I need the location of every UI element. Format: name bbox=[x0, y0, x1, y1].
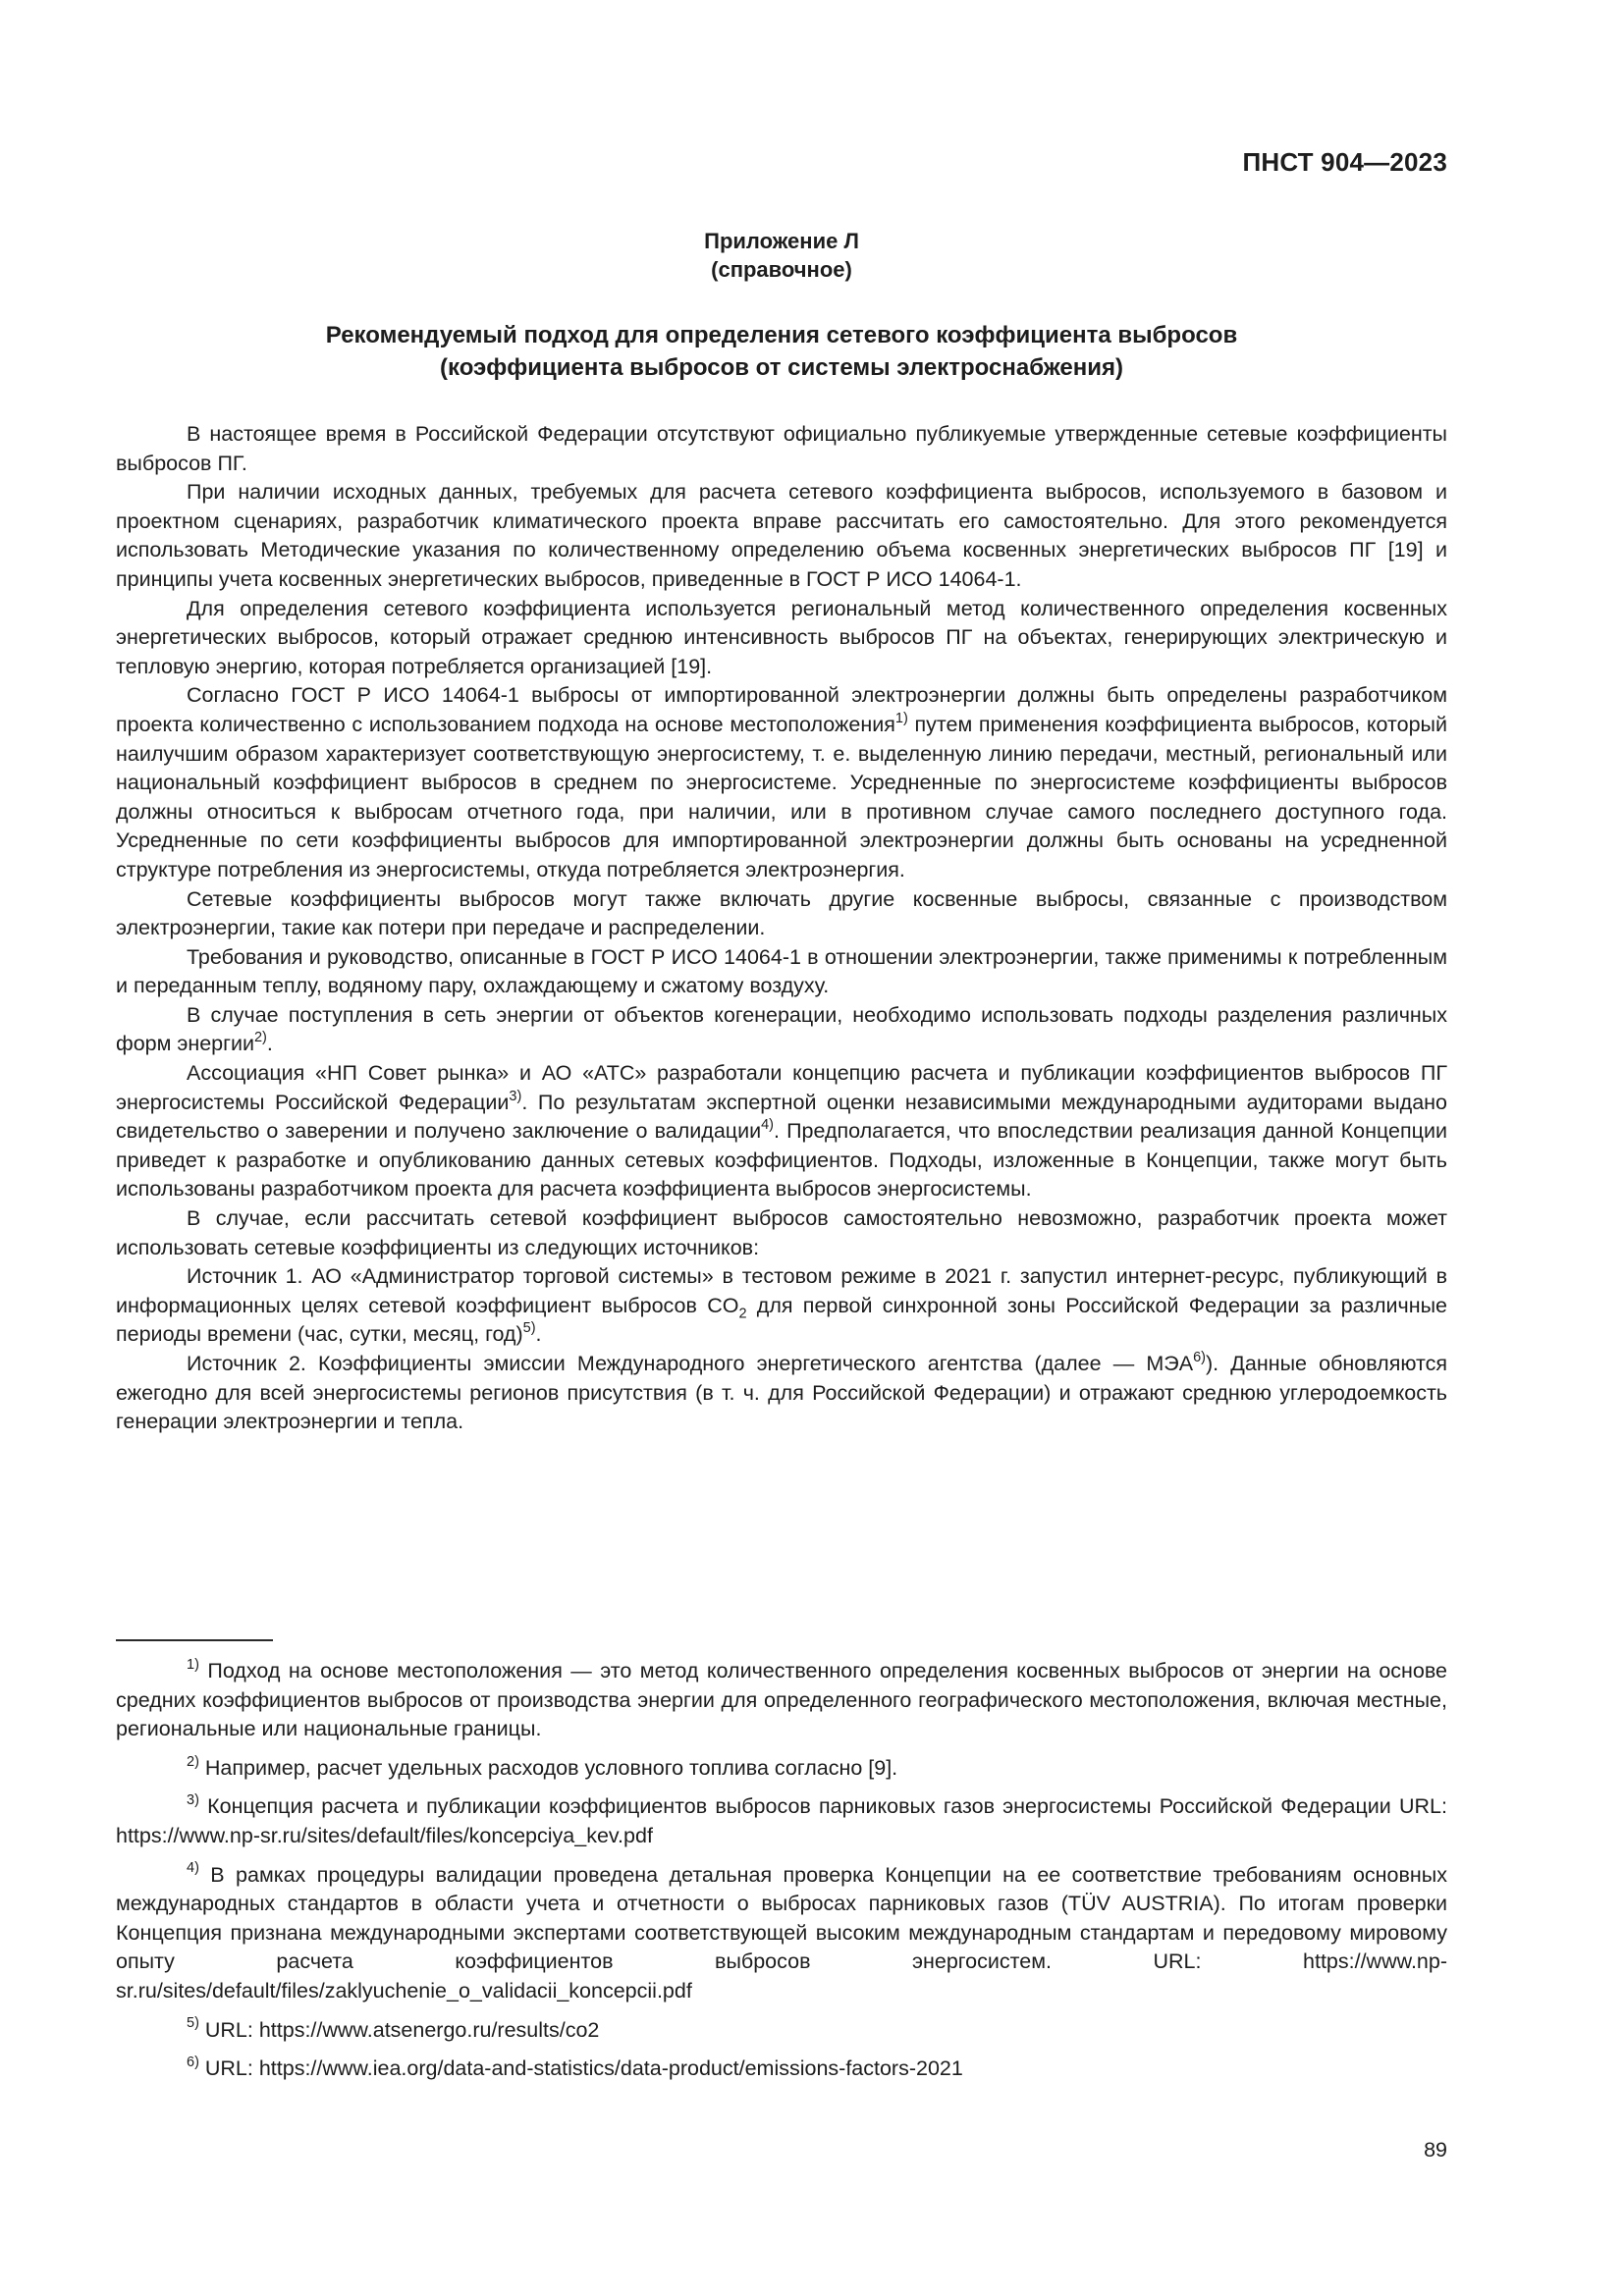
annex-label: Приложение Л bbox=[704, 229, 859, 253]
footnote-ref-4: 4) bbox=[761, 1117, 775, 1134]
paragraph-10-text-b: для первой синхронной зоны Российской Федерации за различные периоды времени (час, сутки, месяц, год) bbox=[116, 1293, 1447, 1347]
paragraph-10-text-c: . bbox=[535, 1322, 542, 1347]
footnote-3 bbox=[116, 1792, 1447, 1850]
paragraph-8 bbox=[116, 1059, 1447, 1204]
paragraph-8-text-c: . Предполагается, что впоследствии реализация данной Концепции приведет к разработке и опубликованию данных сетевых коэффициентов. Подходы, изложенные в Концепции, также могут быть использованы разработчиком проекта для расчета коэффициента выбросов энергосистемы. bbox=[116, 1119, 1447, 1201]
footnote-5-text: URL: https://www.atsenergo.ru/results/co2 bbox=[198, 2017, 600, 2042]
paragraph-10 bbox=[116, 1262, 1447, 1350]
footnote-3-text: Концепция расчета и публикации коэффициентов выбросов парниковых газов энергосистемы Российской Федерации URL: https://www.np-sr.ru/sites/default/files/koncepciya_kev.pdf bbox=[116, 1794, 1447, 1847]
footnote-6 bbox=[116, 2055, 1447, 2084]
paragraph-7-text-a: В случае поступления в сеть энергии от объектов когенерации, необходимо использовать подходы разделения различных форм энергии bbox=[116, 1002, 1447, 1056]
footnote-2-text: Например, расчет удельных расходов условного топлива согласно [9]. bbox=[198, 1755, 898, 1780]
footnote-ref-6: 6) bbox=[1193, 1349, 1207, 1365]
paragraph-8-text-b: . По результатам экспертной оценки независимыми международными аудиторами выдано свидетельство о заверении и получено заключение о валидации bbox=[116, 1090, 1447, 1144]
body-text bbox=[116, 420, 1447, 1437]
footnote-6-text: URL: https://www.iea.org/data-and-statistics/data-product/emissions-factors-2021 bbox=[198, 2056, 963, 2081]
footnote-4-text: В рамках процедуры валидации проведена детальная проверка Концепции на ее соответствие требованиям основных международных стандартов в области учета и отчетности о выбросах парниковых газов (TÜV AUSTRIA). По итогам проверки Концепция признана международными экспертами соответствующей высоким международным стандартам и передовому мировому опыту расчета коэффициентов выбросов энергосистем. URL: https://www.np-sr.ru/sites/default/files/zaklyuchenie_o_validacii_koncepcii.pdf bbox=[116, 1862, 1447, 2002]
paragraph-2: При наличии исходных данных, требуемых для расчета сетевого коэффициента выбросов, используемого в базовом и проектном сценариях, разработчик климатического проекта вправе рассчитать его самостоятельно. Для этого рекомендуется использовать Методические указания по количественному определению объема косвенных энергетических выбросов ПГ [19] и принципы учета косвенных энергетических выбросов, приведенные в ГОСТ Р ИСО 14064-1. bbox=[116, 480, 1447, 591]
paragraph-7-text-b: . bbox=[266, 1032, 273, 1056]
footnote-1-mark: 1) bbox=[187, 1656, 199, 1673]
footnote-ref-1: 1) bbox=[894, 710, 908, 726]
co2-subscript: 2 bbox=[738, 1306, 747, 1322]
footnote-5-mark: 5) bbox=[187, 2015, 199, 2032]
paragraph-4 bbox=[116, 681, 1447, 884]
footnote-2 bbox=[116, 1754, 1447, 1784]
paragraph-1: В настоящее время в Российской Федерации отсутствуют официально публикуемые утвержденные сетевые коэффициенты выбросов ПГ. bbox=[116, 422, 1447, 475]
paragraph-11-text-b: ). Данные обновляются ежегодно для всей энергосистемы регионов присутствия (в т. ч. для Российской Федерации) и отражают среднюю углеродоемкость генерации электроэнергии и тепла. bbox=[116, 1352, 1448, 1434]
footnote-2-mark: 2) bbox=[187, 1753, 199, 1770]
paragraph-7 bbox=[116, 1001, 1447, 1059]
footnote-1-text: Подход на основе местоположения — это метод количественного определения косвенных выбросов от энергии на основе средних коэффициентов выбросов от производства энергии для определенного географического местоположения, включая местные, региональные или национальные границы. bbox=[116, 1659, 1447, 1741]
paragraph-8-text-a: Ассоциация «НП Совет рынка» и АО «АТС» разработали концепцию расчета и публикации коэффициентов выбросов ПГ энергосистемы Российской Федерации bbox=[116, 1061, 1447, 1114]
footnotes bbox=[116, 1657, 1447, 2094]
footnote-ref-2: 2) bbox=[253, 1030, 267, 1046]
paragraph-4-text-b: путем применения коэффициента выбросов, который наилучшим образом характеризует соответствующую энергосистему, т. е. выделенную линию передачи, местный, региональный или национальный коэффициент выбросов в среднем по энергосистеме. Усредненные по энергосистеме коэффициенты выбросов должны относиться к выбросам отчетного года, при наличии, или в противном случае самого последнего доступного года. Усредненные по сети коэффициенты выбросов для импортированной электроэнергии должны быть основаны на усредненной структуре потребления из энергосистемы, откуда потребляется электроэнергия. bbox=[116, 712, 1447, 881]
section-title bbox=[116, 319, 1447, 384]
paragraph-4-text-a: Согласно ГОСТ Р ИСО 14064-1 выбросы от импортированной электроэнергии должны быть определены разработчиком проекта количественно с использованием подхода на основе местоположения bbox=[116, 683, 1447, 736]
annex-kind: (справочное) bbox=[711, 257, 852, 282]
paragraph-9: В случае, если рассчитать сетевой коэффициент выбросов самостоятельно невозможно, разработчик проекта может использовать сетевые коэффициенты из следующих источников: bbox=[116, 1206, 1447, 1259]
paragraph-6: Требования и руководство, описанные в ГОСТ Р ИСО 14064-1 в отношении электроэнергии, также применимы к потребленным и переданным теплу, водяному пару, охлаждающему и сжатому воздуху. bbox=[116, 944, 1447, 998]
footnote-4 bbox=[116, 1861, 1447, 2006]
paragraph-11-text-a: Источник 2. Коэффициенты эмиссии Международного энергетического агентства (далее — МЭА bbox=[187, 1352, 1194, 1375]
footnote-3-mark: 3) bbox=[187, 1792, 199, 1809]
footnote-1 bbox=[116, 1657, 1447, 1744]
section-title-line-2: (коэффициента выбросов от системы электроснабжения) bbox=[440, 354, 1123, 381]
footnote-separator bbox=[116, 1639, 273, 1641]
section-title-line-1: Рекомендуемый подход для определения сетевого коэффициента выбросов bbox=[325, 322, 1238, 348]
paragraph-3: Для определения сетевого коэффициента используется региональный метод количественного определения косвенных энергетических выбросов, который отражает среднюю интенсивность выбросов ПГ на объектах, генерирующих электрическую и тепловую энергию, которая потребляется организацией [19]. bbox=[116, 596, 1447, 678]
document-code: ПНСТ 904—2023 bbox=[1242, 147, 1447, 177]
footnote-ref-3: 3) bbox=[509, 1088, 522, 1104]
document-page bbox=[116, 0, 1447, 2296]
paragraph-11 bbox=[116, 1350, 1447, 1437]
footnote-5 bbox=[116, 2016, 1447, 2046]
footnote-6-mark: 6) bbox=[187, 2054, 199, 2070]
paragraph-5: Сетевые коэффициенты выбросов могут также включать другие косвенные выбросы, связанные с производством электроэнергии, такие как потери при передаче и распределении. bbox=[116, 886, 1447, 940]
page-number: 89 bbox=[1424, 2138, 1447, 2162]
paragraph-10-text-a: Источник 1. АО «Администратор торговой системы» в тестовом режиме в 2021 г. запустил интернет-ресурс, публикующий в информационных целях сетевой коэффициент выбросов CO bbox=[116, 1264, 1447, 1317]
annex-heading bbox=[116, 227, 1447, 284]
footnote-ref-5: 5) bbox=[522, 1320, 536, 1337]
footnote-4-mark: 4) bbox=[187, 1860, 199, 1877]
